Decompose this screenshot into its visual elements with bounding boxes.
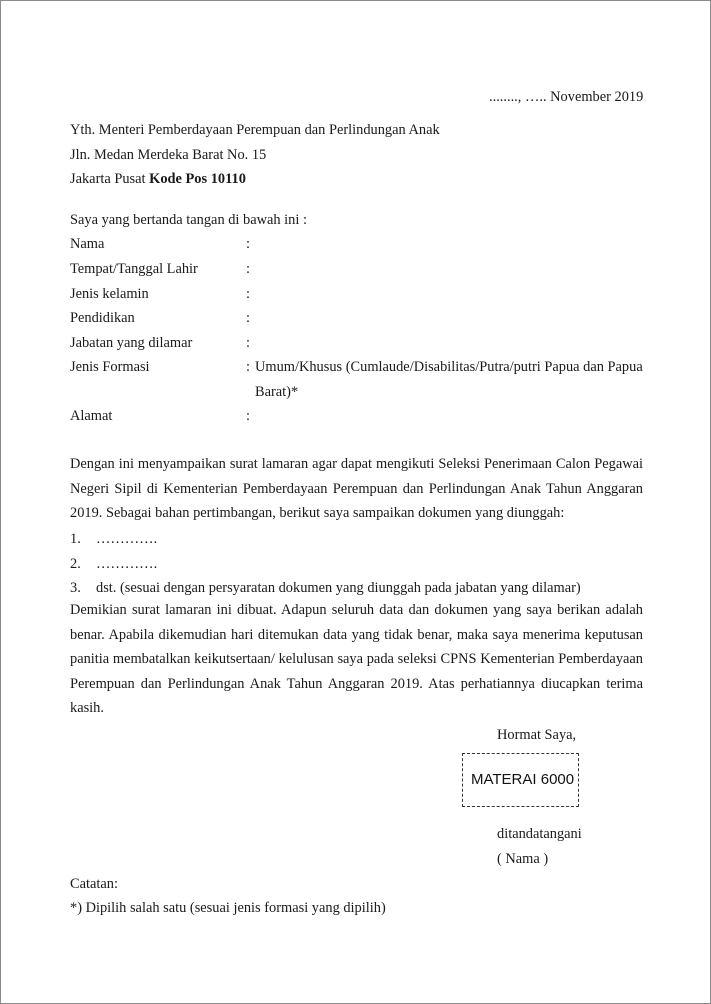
field-separator: : (246, 335, 250, 351)
field-label-nama: Nama (70, 236, 105, 252)
field-separator: : (246, 310, 250, 326)
list-item: dst. (sesuai dengan persyaratan dokumen yang diunggah pada jabatan yang dilamar) (96, 580, 581, 596)
recipient-line-1: Yth. Menteri Pemberdayaan Perempuan dan Perlindungan Anak (70, 122, 440, 138)
field-separator: : (246, 408, 250, 424)
field-label-alamat: Alamat (70, 408, 113, 424)
field-label-jenis-formasi: Jenis Formasi (70, 359, 150, 375)
field-separator: : (246, 286, 250, 302)
field-label-jabatan: Jabatan yang dilamar (70, 335, 193, 351)
recipient-city: Jakarta Pusat (70, 171, 150, 187)
field-separator: : (246, 236, 250, 252)
field-separator: : (246, 359, 250, 375)
field-label-jenis-kelamin: Jenis kelamin (70, 286, 149, 302)
signer-name: ( Nama ) (497, 851, 549, 867)
signed-text: ditandatangani (497, 826, 582, 842)
field-label-pendidikan: Pendidikan (70, 310, 135, 326)
list-number: 2. (70, 556, 81, 572)
field-separator: : (246, 261, 250, 277)
recipient-postal-code: Kode Pos 10110 (149, 171, 246, 187)
date-line: ........, ….. November 2019 (489, 89, 644, 105)
stamp-label: MATERAI 6000 (471, 771, 575, 788)
field-value-jenis-formasi-cont: Barat)* (255, 384, 299, 400)
list-number: 1. (70, 531, 81, 547)
recipient-line-3 (70, 170, 246, 188)
list-item: …………. (96, 531, 158, 547)
list-number: 3. (70, 580, 81, 596)
list-item: …………. (96, 556, 158, 572)
field-value-jenis-formasi: Umum/Khusus (Cumlaude/Disabilitas/Putra/putri Papua dan Papua (255, 359, 643, 375)
closing-salutation: Hormat Saya, (497, 727, 577, 743)
recipient-line-2: Jln. Medan Merdeka Barat No. 15 (70, 147, 267, 163)
paragraph-declaration: Demikian surat lamaran ini dibuat. Adapun seluruh data dan dokumen yang saya berikan adalah benar. Apabila dikemudian hari ditemukan data yang tidak benar, maka saya menerima keputusan panitia membatalkan keikutsertaan/ kelulusan saya pada seleksi CPNS Kementerian Pemberdayaan Perempuan dan Perlindungan Anak Tahun Anggaran 2019. Atas perhatiannya diucapkan terima kasih. (70, 602, 643, 716)
notes-text: *) Dipilih salah satu (sesuai jenis formasi yang dipilih) (70, 900, 386, 916)
field-label-tempat-tanggal-lahir: Tempat/Tanggal Lahir (70, 261, 198, 277)
intro-text: Saya yang bertanda tangan di bawah ini : (70, 212, 307, 228)
notes-title: Catatan: (70, 876, 118, 892)
paragraph-application: Dengan ini menyampaikan surat lamaran agar dapat mengikuti Seleksi Penerimaan Calon Pegawai Negeri Sipil di Kementerian Pemberdayaan Perempuan dan Perlindungan Anak Tahun Anggaran 2019. Sebagai bahan pertimbangan, berikut saya sampaikan dokumen yang diunggah: (70, 456, 643, 521)
